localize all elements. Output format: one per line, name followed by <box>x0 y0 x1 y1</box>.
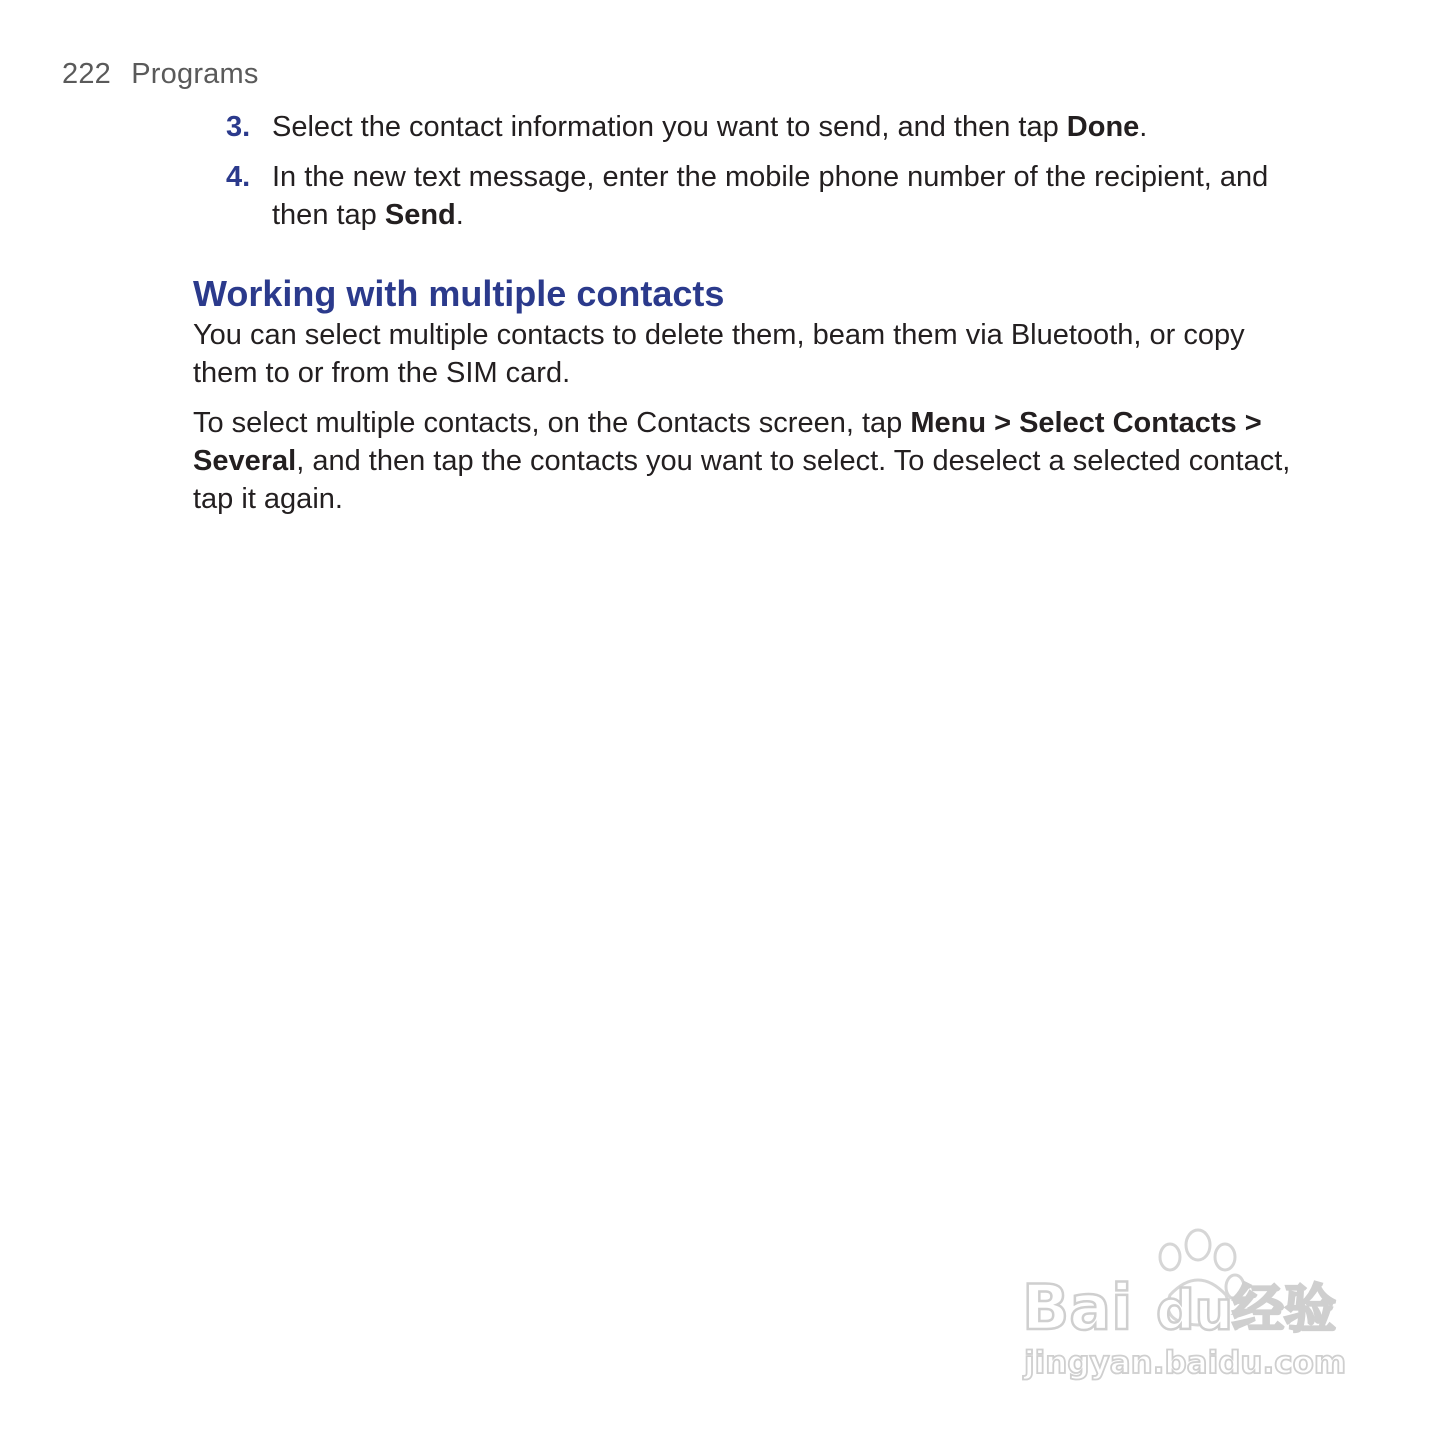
step-item <box>226 158 1306 234</box>
section-heading: Working with multiple contacts <box>193 273 725 314</box>
page-header <box>62 58 259 91</box>
step-text-end: . <box>455 199 464 231</box>
section-multiple-contacts <box>193 272 1303 530</box>
baidu-watermark <box>1020 1225 1360 1390</box>
svg-text:jingyan.baidu.com: jingyan.baidu.com <box>1024 1345 1347 1381</box>
paragraph-text: To select multiple contacts, on the Contacts screen, tap <box>193 407 911 439</box>
svg-text:Bai: Bai <box>1022 1271 1133 1344</box>
step-item <box>226 108 1306 146</box>
step-text <box>272 111 1147 143</box>
ui-label-done: Done <box>1066 111 1140 143</box>
ui-label-menu-path: Menu > Select Contacts > Several <box>193 407 1262 477</box>
steps-list <box>226 108 1306 246</box>
paragraph-intro: You can select multiple contacts to delete them, beam them via Bluetooth, or copy them to or from the SIM card. <box>193 319 1245 389</box>
paragraph-instructions <box>193 404 1303 518</box>
step-number: 3. <box>226 111 251 143</box>
svg-text:经验: 经验 <box>1232 1280 1337 1340</box>
paragraph-text: , and then tap the contacts you want to select. To deselect a selected contact, tap it again. <box>193 445 1291 515</box>
running-title: Programs <box>131 58 259 90</box>
step-text <box>272 161 1268 231</box>
step-text-part: In the new text message, enter the mobile phone number of the recipient, and then tap <box>272 161 1269 231</box>
step-text-end: . <box>1139 111 1148 143</box>
step-number: 4. <box>226 161 251 193</box>
page-number: 222 <box>62 58 111 90</box>
step-text-part: Select the contact information you want to send, and then tap <box>272 111 1067 143</box>
ui-label-send: Send <box>384 199 456 231</box>
baidu-paw-logo-icon <box>1020 1225 1360 1390</box>
svg-text:du: du <box>1156 1279 1234 1342</box>
